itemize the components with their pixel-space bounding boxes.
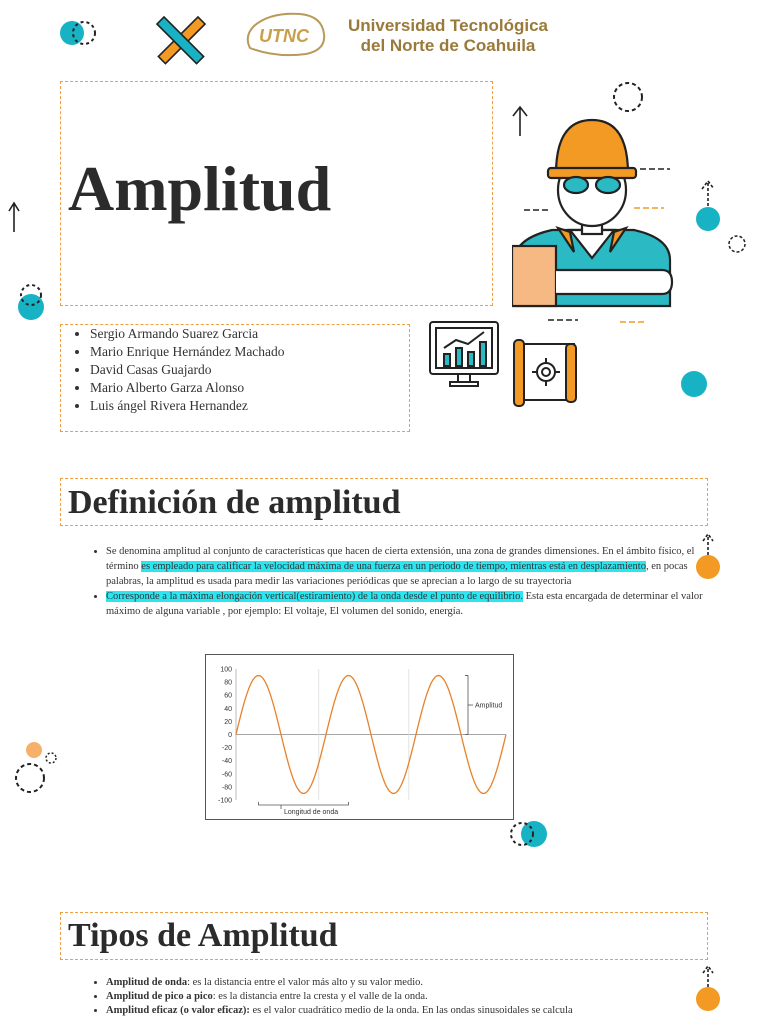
type-desc: : es la distancia entre la cresta y el valle de la onda. [212,991,428,1002]
university-line-1: Universidad Tecnológica [348,16,548,35]
highlighted-text: es empleado para calificar la velocidad máxima de una fuerza en un periodo de tiempo, mientras está en desplazamiento [141,561,646,572]
y-tick-label: 80 [224,679,232,687]
monitor-chart-icon [428,320,500,388]
definition-paragraph-2 [106,589,706,619]
type-term: Amplitud de onda [106,977,188,988]
amplitude-chart [205,654,514,820]
types-list [84,976,726,1018]
y-tick-label: -20 [221,745,232,753]
utnc-logo-icon [240,8,330,58]
type-item [106,990,726,1004]
page-title: Amplitud [68,153,332,224]
y-tick-label: -80 [221,784,232,792]
wavelength-bracket [259,802,349,805]
y-tick-label: -40 [221,758,232,766]
y-tick-label: 0 [228,732,232,739]
types-heading: Tipos de Amplitud [68,917,338,954]
author-item: • David Casas Guajardo [90,361,285,379]
y-tick-label: -60 [221,771,232,779]
type-item [106,1004,726,1018]
logo-text: UTNC [259,26,309,46]
type-item [106,976,726,990]
definition-text: , en pocas palabras, la amplitud es usada para medir las variaciones periódicas que se aprecian a lo largo de su trayectoria [106,561,688,587]
university-name [333,16,563,56]
definition-paragraph-1 [106,544,706,589]
y-tick-label: 40 [224,705,232,713]
engineer-illustration-icon [512,110,674,310]
author-item: • Luis ángel Rivera Hernandez [90,397,285,415]
y-tick-label: 100 [220,666,232,674]
amplitude-annotation: Amplitud [475,702,503,710]
type-term: Amplitud eficaz (o valor eficaz): [106,1005,250,1016]
definition-text: Esta esta encargada de determinar el valor máximo de alguna variable , por ejemplo: El voltaje, El volumen del sonido, energía. [106,591,703,617]
highlighted-text: Corresponde a la máxima elongación vertical(estiramiento) de la onda desde el punto de equilibrio. [106,591,523,602]
blueprint-gear-icon [512,338,578,408]
amplitude-bracket [465,676,468,735]
university-line-2: del Norte de Coahuila [360,36,536,55]
definition-list [84,544,706,619]
author-item: • Mario Enrique Hernández Machado [90,343,285,361]
pencil-ruler-icon [156,16,206,66]
y-tick-label: -100 [217,797,232,805]
type-term: Amplitud de pico a pico [106,991,213,1002]
type-desc: es el valor cuadrático medio de la onda. En las ondas sinusoidales se calcula [249,1005,573,1016]
type-desc: : es la distancia entre el valor más alto y su valor medio. [187,977,423,988]
y-tick-label: 60 [224,692,232,700]
author-item: • Mario Alberto Garza Alonso [90,379,285,397]
definition-text: Se denomina amplitud al conjunto de características que hacen de cierta extensión, una zona de grandes dimensiones. En el ámbito físico, el término [106,546,695,572]
authors-list [66,325,285,415]
amplitude-chart-svg [206,655,513,819]
y-tick-label: 20 [224,718,232,726]
author-item: • Sergio Armando Suarez Garcia [90,325,285,343]
definition-heading: Definición de amplitud [68,484,401,521]
wavelength-annotation: Longitud de onda [284,809,339,816]
